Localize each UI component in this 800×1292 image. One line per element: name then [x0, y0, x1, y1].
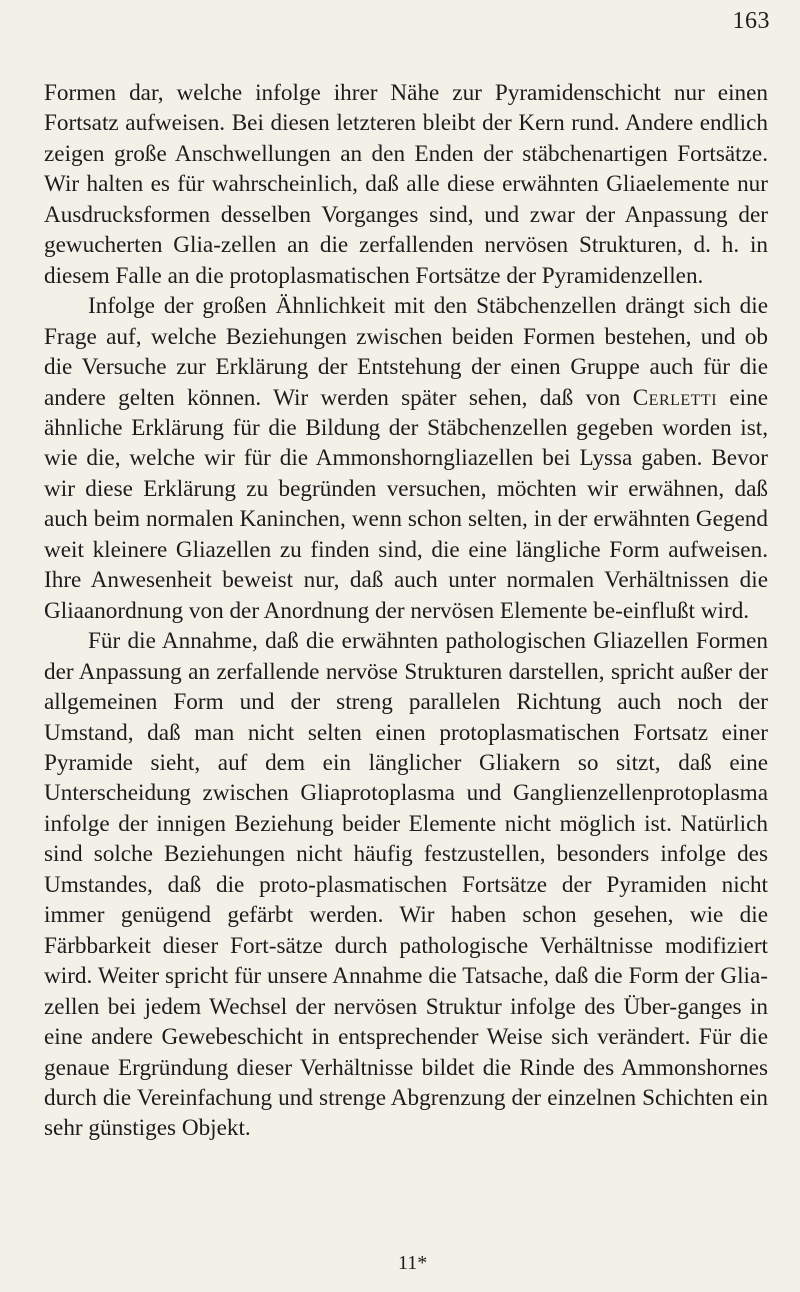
paragraph-2 [44, 291, 768, 626]
page-number: 163 [732, 8, 770, 34]
paragraph-text: Formen dar, welche infolge ihrer Nähe zur Pyramidenschicht nur einen Fortsatz aufweisen. Bei diesen letzteren bleibt der Kern rund. Andere endlich zeigen große Anschwellungen an den Enden der stäbchenartigen Fortsätze. Wir halten es für wahrscheinlich, daß alle diese erwähnten Gliaelemente nur Ausdrucksformen desselben Vorganges sind, und zwar der Anpassung der gewucherten Glia-zellen an die zerfallenden nervösen Strukturen, d. h. in diesem Falle an die protoplasmatischen Fortsätze der Pyramidenzellen. [44, 80, 768, 289]
paragraph-text: Für die Annahme, daß die erwähnten pathologischen Gliazellen Formen der Anpassung an zerfallende nervöse Strukturen darstellen, spricht außer der allgemeinen Form und der streng parallelen Richtung auch noch der Umstand, daß man nicht selten einen protoplasmatischen Fortsatz einer Pyramide sieht, auf dem ein länglicher Gliakern so sitzt, daß eine Unterscheidung zwischen Gliaprotoplasma und Ganglienzellenprotoplasma infolge der innigen Beziehung beider Elemente nicht möglich ist. Natürlich sind solche Beziehungen nicht häufig festzustellen, besonders infolge des Umstandes, daß die proto-plasmatischen Fortsätze der Pyramiden nicht immer genügend gefärbt werden. Wir haben schon gesehen, wie die Färbbarkeit dieser Fort-sätze durch pathologische Verhältnisse modifiziert wird. Weiter spricht für unsere Annahme die Tatsache, daß die Form der Glia-zellen bei jedem Wechsel der nervösen Struktur infolge des Über-ganges in eine andere Gewebeschicht in entsprechender Weise sich verändert. Für die genaue Ergründung dieser Verhältnisse bildet die Rinde des Ammonshornes durch die Vereinfachung und strenge Abgrenzung der einzelnen Schichten ein sehr günstiges Objekt. [44, 628, 768, 1142]
paragraph-text: Infolge der großen Ähnlichkeit mit den Stäbchenzellen drängt sich die Frage auf, welche Beziehungen zwischen beiden Formen bestehen, und ob die Versuche zur Erklärung der Entstehung der einen Gruppe auch für die andere gelten können. Wir werden später sehen, daß von [44, 293, 768, 411]
body-text [44, 78, 768, 1144]
author-name-smallcaps: Cerletti [632, 384, 718, 411]
paragraph-1 [44, 78, 768, 291]
paragraph-3 [44, 626, 768, 1144]
paragraph-text: eine ähnliche Erklärung für die Bildung der Stäbchenzellen gegeben worden ist, wie die, welche wir für die Ammonshorngliazellen bei Lyssa gaben. Bevor wir diese Erklärung zu begründen versuchen, möchten wir erwähnen, daß auch beim normalen Kaninchen, wenn schon selten, in der erwähnten Gegend weit kleinere Gliazellen zu finden sind, die eine längliche Form aufweisen. Ihre Anwesenheit beweist nur, daß auch unter normalen Verhältnissen die Gliaanordnung von der Anordnung der nervösen Elemente be-einflußt wird. [44, 384, 769, 624]
signature-mark: 11* [398, 1252, 428, 1274]
